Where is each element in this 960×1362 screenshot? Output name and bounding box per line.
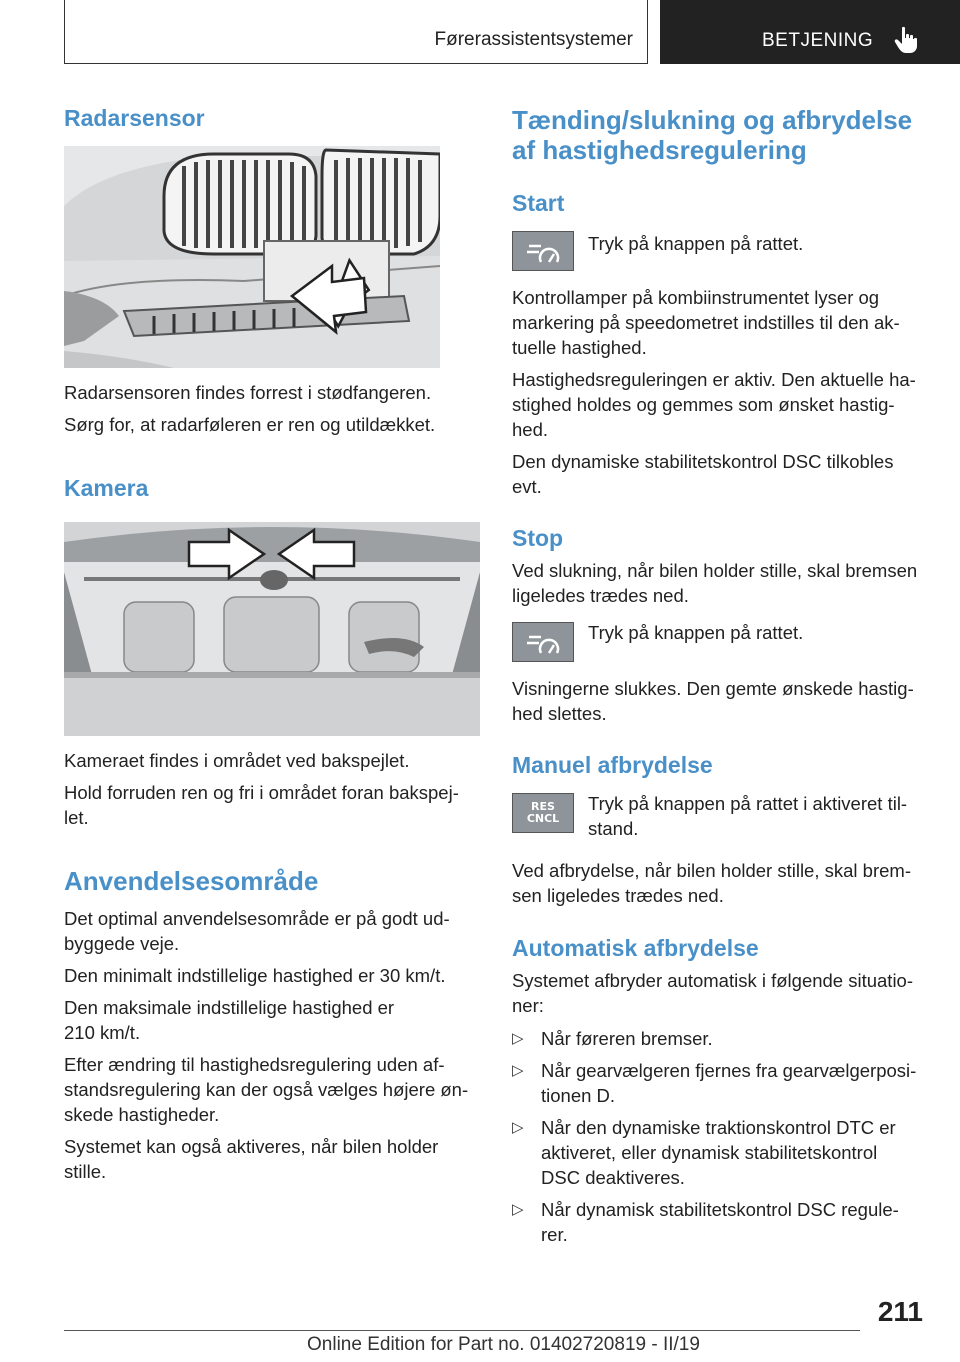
usage-paragraph-2: Den minimalt indstillelige hastighed er 30 km/t. [64,965,446,986]
pointing-hand-icon [894,26,918,54]
triangle-bullet-icon: ▷ [512,1030,524,1047]
triangle-bullet-icon: ▷ [512,1119,524,1136]
camera-paragraph-2b: let. [64,807,89,828]
footer-edition: Online Edition for Part no. 01402720819 - II/19 [307,1334,700,1355]
cruise-control-button-stop [512,622,574,662]
stop-heading: Stop [512,525,564,551]
radar-paragraph-2: Sørg for, at radarføleren er ren og utildækket. [64,414,436,435]
auto-cancel-heading: Automatisk afbrydelse [512,935,759,961]
usage-paragraph-4c: skede hastigheder. [64,1104,220,1125]
stop-paragraph-2a: Visningerne slukkes. Den gemte ønskede hastig- [512,678,914,699]
main-heading-line-1: Tænding/slukning og afbrydelse [512,105,913,135]
usage-paragraph-5b: stille. [64,1161,107,1182]
list-item-text: rer. [541,1224,568,1245]
manual-paragraph-1b: sen ligeledes trædes ned. [512,885,724,906]
usage-paragraph-3b: 210 km/t. [64,1022,141,1043]
cruise-control-icon [513,232,573,270]
usage-paragraph-3a: Den maksimale indstillelige hastighed er [64,997,395,1018]
usage-paragraph-5a: Systemet kan også aktiveres, når bilen holder [64,1136,439,1157]
camera-image [64,522,480,736]
header-section-title: Førerassistentsystemer [434,29,633,50]
start-button-text: Tryk på knappen på rattet. [588,233,804,254]
stop-paragraph-1b: ligeledes trædes ned. [512,585,689,606]
header-chapter-title: BETJENING [762,30,874,51]
footer-divider [64,1330,860,1331]
list-item-text: tionen D. [541,1085,616,1106]
list-item-text: Når føreren bremser. [541,1028,713,1049]
cruise-control-icon [513,623,573,661]
page-number: 211 [877,1296,923,1327]
list-item-text: Når den dynamiske traktionskontrol DTC er [541,1117,896,1138]
manual-paragraph-1a: Ved afbrydelse, når bilen holder stille, skal brem- [512,860,911,881]
stop-paragraph-2b: hed slettes. [512,703,607,724]
list-item-text: Når dynamisk stabilitetskontrol DSC regule- [541,1199,899,1220]
auto-paragraph-1b: ner: [512,995,544,1016]
usage-paragraph-1a: Det optimal anvendelsesområde er på godt ud- [64,908,450,929]
usage-paragraph-4b: standsregulering kan der også vælges højere øn- [64,1079,469,1100]
start-paragraph-2c: hed. [512,419,549,440]
usage-paragraph-4a: Efter ændring til hastighedsregulering uden af- [64,1054,445,1075]
start-paragraph-1a: Kontrollamper på kombiinstrumentet lyser og [512,287,880,308]
start-heading: Start [512,190,565,216]
camera-paragraph-1: Kameraet findes i området ved bakspejlet. [64,750,410,771]
start-paragraph-2b: stighed holdes og gemmes som ønsket hastig- [512,394,895,415]
usage-heading: Anvendelsesområde [64,866,319,896]
list-item-text: aktiveret, eller dynamisk stabilitetskontrol [541,1142,878,1163]
start-paragraph-1b: markering på speedometret indstilles til den ak- [512,312,900,333]
start-paragraph-1c: tuelle hastighed. [512,337,647,358]
main-heading-line-2: af hastighedsregulering [512,135,807,165]
manual-cancel-heading: Manuel afbrydelse [512,752,713,778]
stop-button-text: Tryk på knappen på rattet. [588,622,804,643]
res-label: RES [531,800,555,813]
camera-heading: Kamera [64,475,149,501]
start-paragraph-3a: Den dynamiske stabilitetskontrol DSC tilkobles [512,451,894,472]
stop-paragraph-1a: Ved slukning, når bilen holder stille, skal bremsen [512,560,918,581]
auto-paragraph-1a: Systemet afbryder automatisk i følgende situatio- [512,970,914,991]
list-item-text: Når gearvælgeren fjernes fra gearvælgerposi- [541,1060,917,1081]
start-paragraph-2a: Hastighedsreguleringen er aktiv. Den aktuelle ha- [512,369,916,390]
res-cncl-button [512,793,574,833]
triangle-bullet-icon: ▷ [512,1062,524,1079]
usage-paragraph-1b: byggede veje. [64,933,180,954]
start-paragraph-3b: evt. [512,476,542,497]
list-item-text: DSC deaktiveres. [541,1167,685,1188]
manual-button-text-a: Tryk på knappen på rattet i aktiveret til- [588,793,908,814]
radar-sensor-image [64,146,440,368]
radar-heading: Radarsensor [64,105,205,131]
triangle-bullet-icon: ▷ [512,1201,524,1218]
cncl-label: CNCL [526,812,560,825]
manual-button-text-b: stand. [588,818,639,839]
cruise-control-button-start [512,231,574,271]
header-section-box [64,0,648,64]
radar-paragraph-1: Radarsensoren findes forrest i stødfangeren. [64,382,432,403]
camera-paragraph-2a: Hold forruden ren og fri i området foran bakspej- [64,782,459,803]
